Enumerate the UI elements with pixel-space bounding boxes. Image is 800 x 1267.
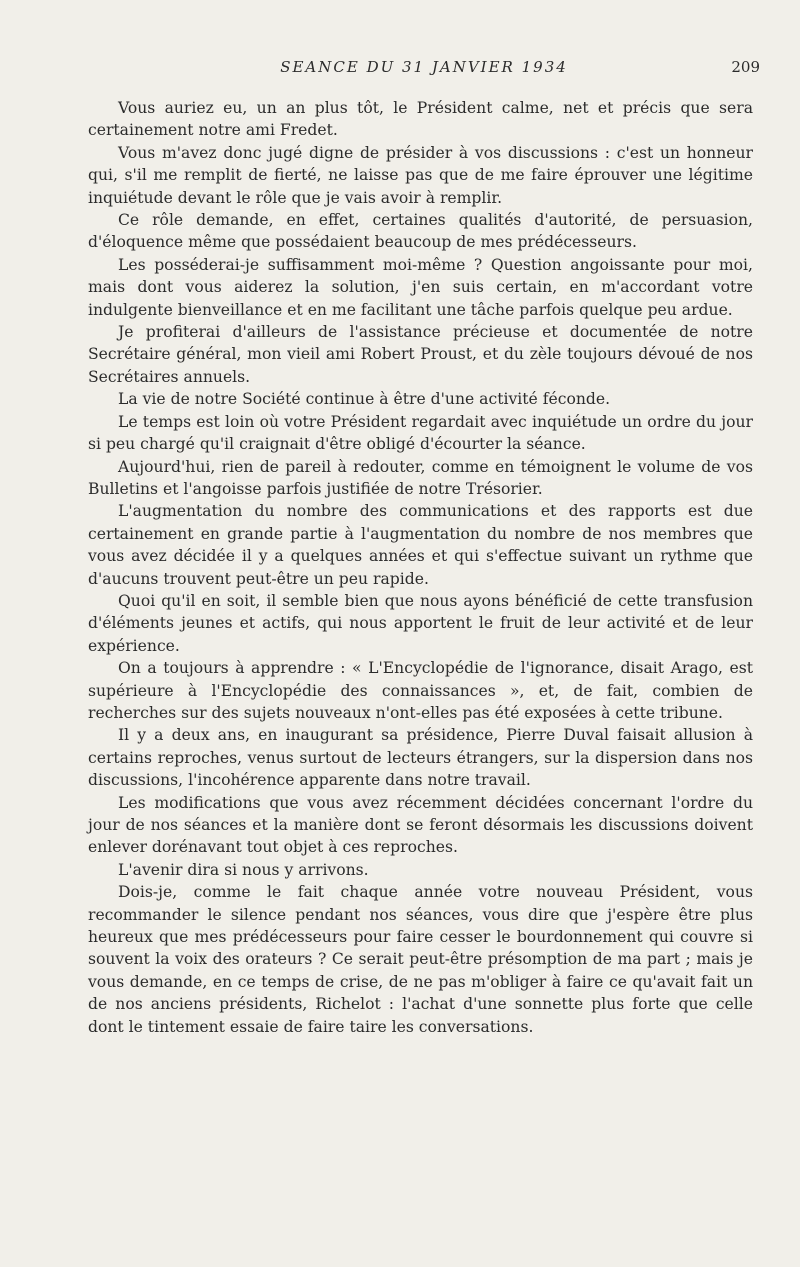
paragraph: Il y a deux ans, en inaugurant sa présidence, Pierre Duval faisait allusion à certains reproches, venus surtout de lecteurs étrangers, sur la dispersion dans nos discussions, l'incohérence apparente dans notre travail.: [88, 726, 753, 790]
paragraph: Les modifications que vous avez récemment décidées concernant l'ordre du jour de nos séances et la manière dont se feront désormais les discussions doivent enlever dorénavant tout objet à ces reproches.: [88, 793, 753, 857]
paragraph: Les posséderai-je suffisamment moi-même ? Question angoissante pour moi, mais dont vous aiderez la solution, j'en suis certain, en m'accordant votre indulgente bienveillance et en me facilitant une tâche parfois quelque peu ardue.: [88, 255, 753, 319]
running-title: SEANCE DU 31 JANVIER 1934: [280, 58, 568, 76]
body-text: [88, 97, 753, 1038]
paragraph: L'augmentation du nombre des communications et des rapports est due certainement en grande partie à l'augmentation du nombre de nos membres que vous avez décidée il y a quelques années et qui s'effectue suivant un rythme que d'aucuns trouvent peut-être un peu rapide.: [88, 502, 753, 588]
paragraph: On a toujours à apprendre : « L'Encyclopédie de l'ignorance, disait Arago, est supérieure à l'Encyclopédie des connaissances », et, de fait, combien de recherches sur des sujets nouveaux n'ont-elles pas été exposées à cette tribune.: [88, 659, 753, 722]
paragraph: Le temps est loin où votre Président regardait avec inquiétude un ordre du jour si peu chargé qu'il craignait d'être obligé d'écourter la séance.: [88, 412, 753, 454]
paragraph: Quoi qu'il en soit, il semble bien que nous ayons bénéficié de cette transfusion d'éléments jeunes et actifs, qui nous apportent le fruit de leur activité et de leur expérience.: [88, 591, 753, 655]
paragraph: Dois-je, comme le fait chaque année votre nouveau Président, vous recommander le silence pendant nos séances, vous dire que j'espère être plus heureux que mes prédécesseurs pour faire cesser le bourdonnement qui couvre si souvent la voix des orateurs ? Ce serait peut-être présomption de ma part ; mais je vous demande, en ce temps de crise, de ne pas m'obliger à faire ce qu'avait fait un de nos anciens présidents, Richelot : l'achat d'une sonnette plus forte que celle dont le tintement essaie de faire taire les conversations.: [88, 883, 753, 1036]
paragraph: Je profiterai d'ailleurs de l'assistance précieuse et documentée de notre Secrétaire général, mon vieil ami Robert Proust, et du zèle toujours dévoué de nos Secrétaires annuels.: [88, 323, 753, 386]
paragraph: Vous auriez eu, un an plus tôt, le Président calme, net et précis que sera certainement notre ami Fredet.: [88, 99, 753, 140]
paragraph: L'avenir dira si nous y arrivons.: [118, 860, 369, 879]
page-header: [88, 58, 760, 82]
paragraph: La vie de notre Société continue à être d'une activité féconde.: [118, 390, 611, 409]
page-number: 209: [731, 58, 760, 76]
paragraph: Vous m'avez donc jugé digne de présider à vos discussions : c'est un honneur qui, s'il me remplit de fierté, ne laisse pas que de me faire éprouver une légitime inquiétude devant le rôle que je vais avoir à remplir.: [88, 143, 753, 207]
paragraph: Aujourd'hui, rien de pareil à redouter, comme en témoignent le volume de vos Bulletins et l'angoisse parfois justifiée de notre Trésorier.: [88, 457, 753, 498]
paragraph: Ce rôle demande, en effet, certaines qualités d'autorité, de persuasion, d'éloquence même que possédaient beaucoup de mes prédécesseurs.: [88, 211, 753, 252]
